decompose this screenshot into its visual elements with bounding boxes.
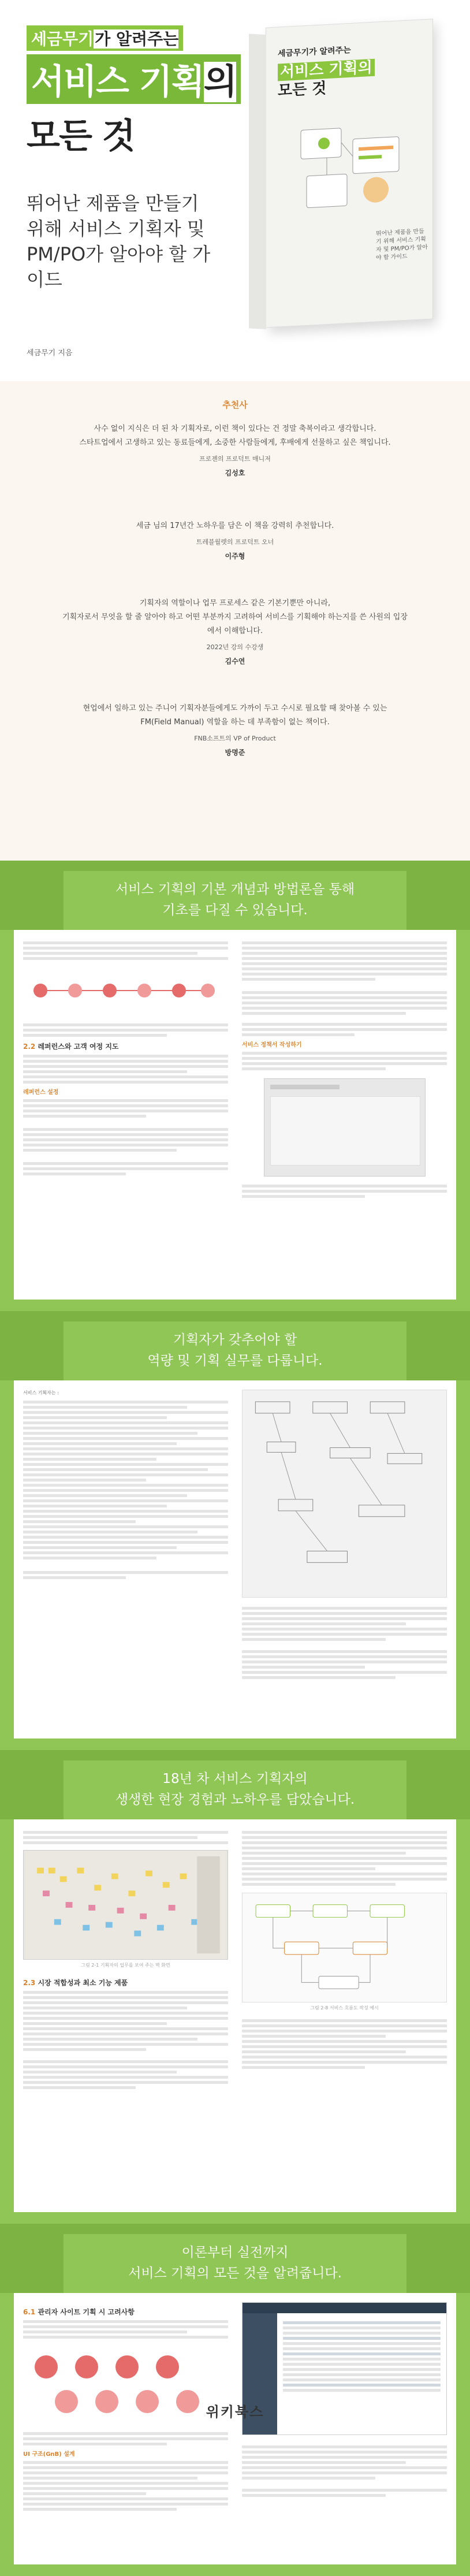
section-title-line2: 기초를 다질 수 있습니다. — [162, 903, 308, 918]
figure-caption: 그림 2-8 서비스 흐름도 작성 예시 — [310, 2005, 379, 2011]
recommendation-item: 현업에서 일하고 있는 주니어 기획자분들에게도 가까이 두고 수시로 필요할 때 찾아볼 수 있는 FM(Field Manual) 역할을 하는 데 부족함이 없는 책이다. FNB소프트의 VP of Product 방명준 — [83, 704, 387, 757]
section-banner — [0, 861, 470, 930]
sample-page-right — [235, 2302, 447, 2555]
hero-title-line3: 모든 것 — [27, 116, 135, 157]
section-title-line2: 생생한 현장 경험과 노하우를 담았습니다. — [115, 1792, 355, 1807]
feature-section-skills — [0, 1311, 470, 1750]
publisher-logo: 위키북스 — [206, 2404, 264, 2420]
list-heading: 서비스 기획자는 : — [23, 1390, 59, 1395]
minor-heading: 레퍼런스 설정 — [23, 1089, 59, 1096]
feature-section-experience — [0, 1750, 470, 2224]
subsection-heading: 2.3 시장 적합성과 최소 기능 제품 — [23, 1979, 128, 1987]
section-title-line2: 역량 및 기획 실무를 다룹니다. — [147, 1353, 323, 1368]
hero-title — [27, 25, 241, 158]
section-title-line1: 18년 차 서비스 기획자의 — [162, 1771, 308, 1786]
hero-section — [0, 0, 470, 381]
sample-page-spread — [14, 1819, 456, 2212]
recommendation-item: 세금 님의 17년간 노하우를 담은 이 책을 강력히 추천합니다. 트레블월렛의 프로덕트 오너 이주형 — [136, 522, 334, 560]
book-cover-subtext: 뛰어난 제품을 만들기 위해 서비스 기획자 및 PM/PO가 알아야 할 가이드 — [376, 228, 428, 262]
book-illustration — [289, 113, 411, 223]
sample-page-left — [23, 1390, 235, 1729]
minor-heading: 서비스 정책서 작성하기 — [242, 1042, 302, 1048]
feature-section-practice — [0, 2224, 470, 2576]
feature-section-basics — [0, 861, 470, 1311]
recommendation-item: 기획자의 역할이나 업무 프로세스 같은 기본기뿐만 아니라, 기획자로서 무엇을 할 줄 알아야 하고 어떤 부분까지 고려하여 서비스를 기획해야 하는지를 쓴 사원의 입장에서 이해합니다. 2022년 강의 수강생 김수연 — [62, 599, 408, 665]
sample-page-left — [23, 2302, 235, 2555]
process-diagram — [23, 970, 219, 1011]
section-banner — [0, 1750, 470, 1819]
sample-page-left — [23, 939, 235, 1290]
hero-description: 뛰어난 제품을 만들기 위해 서비스 기획자 및 PM/PO가 알아야 할 가이드 — [27, 192, 211, 291]
sample-page-right — [235, 939, 447, 1290]
recommendation-heading: 추천사 — [222, 400, 248, 410]
hero-title-line1: 세금무기가 알려주는 — [27, 25, 183, 51]
section-title-line1: 서비스 기획의 기본 개념과 방법론을 통해 — [115, 882, 355, 897]
hero-title-line2: 서비스 기획의 — [27, 54, 241, 104]
section-title-line1: 이론부터 실전까지 — [181, 2245, 289, 2260]
section-title-line1: 기획자가 갖추어야 할 — [173, 1332, 297, 1347]
whiteboard-photo — [242, 1390, 447, 1598]
recommendation-section — [0, 381, 470, 861]
book-cover-title: 세금무기가 알려주는 서비스 기획의 모든 것 — [278, 40, 375, 100]
sample-page-spread — [14, 2293, 456, 2564]
sample-page-right — [235, 1829, 447, 2203]
sample-page-left — [23, 1829, 235, 2203]
screenshot-figure — [264, 1078, 426, 1177]
section-banner — [0, 2224, 470, 2293]
sample-page-spread — [14, 1380, 456, 1739]
flow-diagram — [242, 1893, 447, 2002]
subsection-heading: 6.1 관리자 사이트 기획 시 고려사항 — [23, 2308, 135, 2316]
recommendation-item: 사수 없이 지식은 더 된 차 기획자로, 이런 책이 있다는 건 정말 축복이라고 생각합니다. 스타트업에서 고생하고 있는 동료들에게, 소중한 사람들에게, 후배에게 선물하고 싶은 책입니다. 프로젠의 프로덕트 매니저 김성호 — [79, 425, 391, 477]
subsection-heading: 2.2 레퍼런스와 고객 여정 지도 — [23, 1043, 119, 1051]
hero-author: 세금무기 지음 — [27, 349, 73, 358]
sample-page-spread — [14, 930, 456, 1300]
wall-photo — [23, 1850, 228, 1960]
section-banner — [0, 1311, 470, 1380]
book-spine — [249, 34, 266, 330]
book-cover — [266, 18, 433, 327]
sample-page-right — [235, 1390, 447, 1729]
minor-heading: UI 구조(GnB) 설계 — [23, 2451, 75, 2458]
figure-caption: 그림 2-1 기획자의 업무를 보여 주는 벽 화면 — [81, 1963, 170, 1968]
section-title-line2: 서비스 기획의 모든 것을 알려줍니다. — [128, 2266, 342, 2281]
